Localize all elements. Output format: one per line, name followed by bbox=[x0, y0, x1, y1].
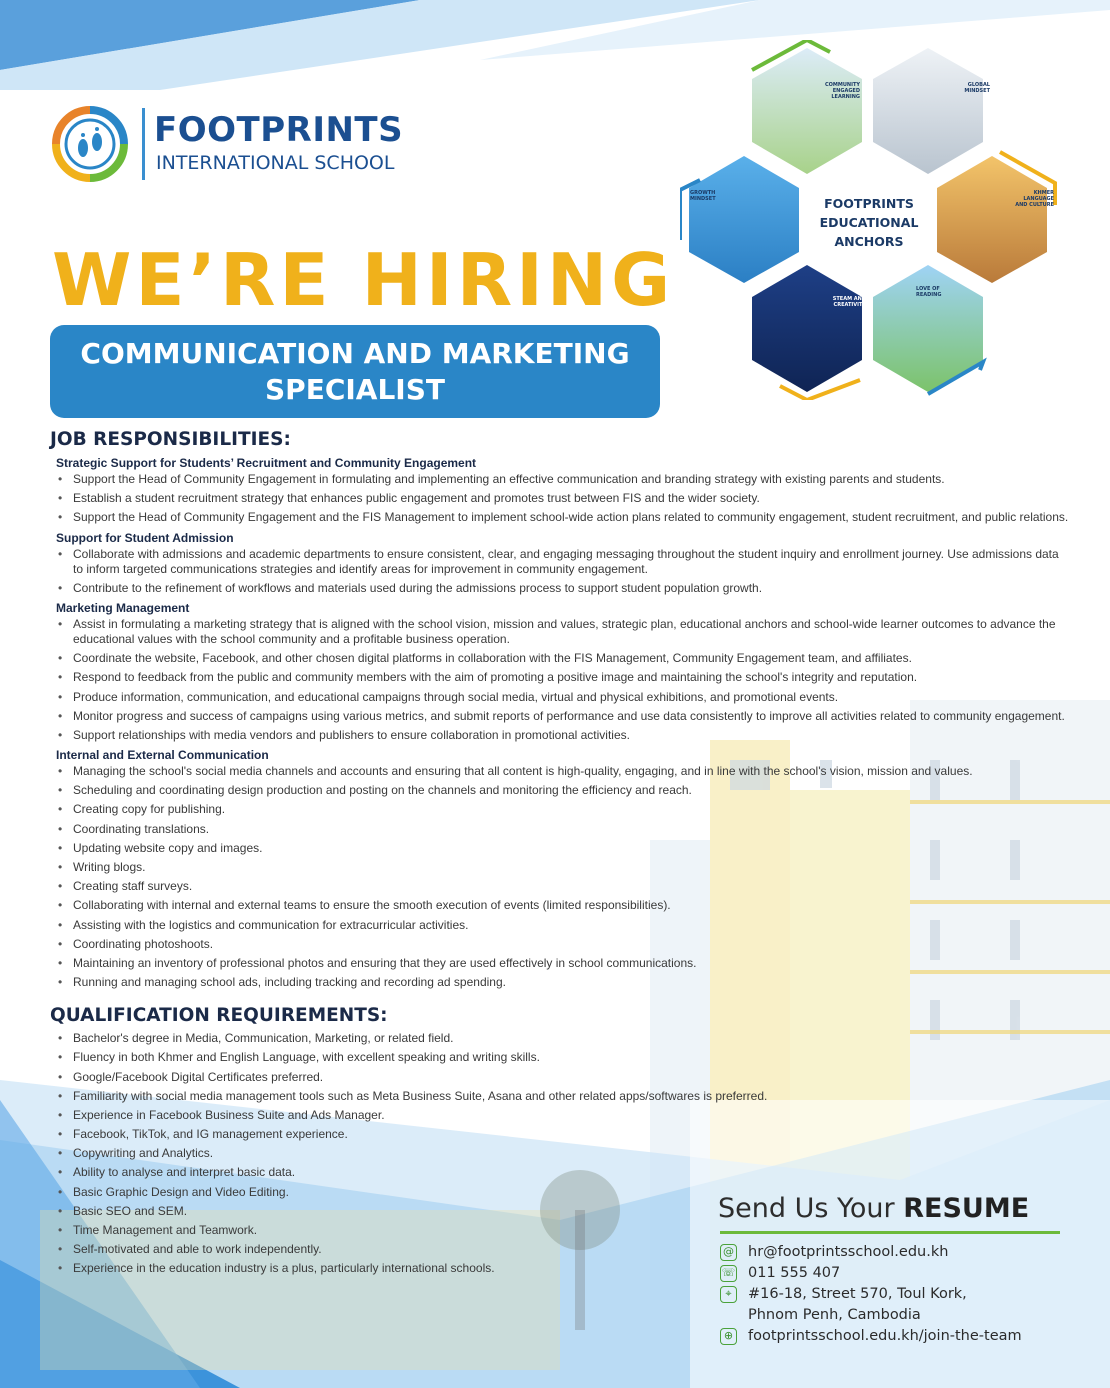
list-item: • Maintaining an inventory of professional photos and ensuring that they are used effectively in school communications. bbox=[56, 956, 1070, 971]
list-item: • Collaborate with admissions and academic departments to ensure consistent, clear, and engaging messaging throughout the student inquiry and enrollment journey. Use admissions data to inform targeted communications strategies and identify areas for improvement in community engagement. bbox=[56, 547, 1070, 577]
anchors-center-title: FOOTPRINTS EDUCATIONAL ANCHORS bbox=[819, 196, 919, 249]
list-item: • Monitor progress and success of campaigns using various metrics, and submit reports of performance and use data consistently to improve all activities related to community engagement. bbox=[56, 709, 1070, 724]
list-item: • Support the Head of Community Engagement and the FIS Management to implement school-wide action plans related to community engagement, student recruitment, and public relations. bbox=[56, 510, 1070, 525]
list-item: • Writing blogs. bbox=[56, 860, 1070, 875]
list-item: • Managing the school's social media channels and accounts and ensuring that all content is high-quality, engaging, and in line with the school's vision, mission and values. bbox=[56, 764, 1070, 779]
school-subtitle: INTERNATIONAL SCHOOL bbox=[156, 152, 395, 174]
location-pin-icon: ⌖ bbox=[720, 1286, 737, 1303]
list-item: • Produce information, communication, and educational campaigns through social media, virtual and physical exhibitions, and promotional events. bbox=[56, 690, 1070, 705]
subhead-admission: Support for Student Admission bbox=[56, 530, 234, 545]
list-item: • Assist in formulating a marketing strategy that is aligned with the school vision, mission and values, strategic plan, educational anchors and school-wide learner outcomes to advance the educational values with the school community and a profitable business operation. bbox=[56, 617, 1070, 647]
list-communication bbox=[56, 764, 1070, 990]
anchor-label-community: COMMUNITY ENGAGED LEARNING bbox=[824, 82, 860, 100]
list-item: • Self-motivated and able to work independently. bbox=[56, 1242, 696, 1257]
anchor-label-reading: LOVE OF READING bbox=[916, 286, 942, 298]
contact-website[interactable] bbox=[718, 1326, 1063, 1347]
job-title-banner bbox=[50, 325, 660, 418]
list-qualifications bbox=[56, 1031, 768, 1276]
anchor-label-steam: STEAM AND CREATIVITY bbox=[832, 296, 866, 308]
list-item: • Coordinate the website, Facebook, and other chosen digital platforms in collaboration with the FIS Management, Community Engagement team, and affiliates. bbox=[56, 651, 1070, 666]
school-name: FOOTPRINTS bbox=[154, 110, 404, 150]
phone-icon: ☏ bbox=[720, 1265, 737, 1282]
address-line-2: Phnom Penh, Cambodia bbox=[748, 1307, 921, 1323]
list-item: • Ability to analyse and interpret basic data. bbox=[56, 1165, 696, 1180]
list-item: • Support relationships with media vendors and publishers to ensure collaboration in promotional activities. bbox=[56, 728, 1070, 743]
list-item: • Updating website copy and images. bbox=[56, 841, 1070, 856]
anchor-label-growth: GROWTH MINDSET bbox=[690, 190, 716, 202]
list-item: • Creating copy for publishing. bbox=[56, 802, 1070, 817]
list-item: • Respond to feedback from the public and community members with the aim of promoting a positive image and maintaining the school's integrity and reputation. bbox=[56, 670, 1070, 685]
list-item: • Basic Graphic Design and Video Editing. bbox=[56, 1185, 696, 1200]
subhead-recruitment: Strategic Support for Students’ Recruitment and Community Engagement bbox=[56, 456, 477, 470]
list-item: • Coordinating translations. bbox=[56, 822, 1070, 837]
list-item: • Fluency in both Khmer and English Language, with excellent speaking and writing skills. bbox=[56, 1050, 696, 1065]
list-item: • Familiarity with social media management tools such as Meta Business Suite, Asana and other related apps/softwares is preferred. bbox=[56, 1089, 1056, 1104]
address-line-1: #16-18, Street 570, Toul Kork, bbox=[748, 1286, 967, 1302]
list-item: • Time Management and Teamwork. bbox=[56, 1223, 696, 1238]
subhead-marketing: Marketing Management bbox=[56, 600, 190, 615]
list-item: • Creating staff surveys. bbox=[56, 879, 1070, 894]
contact-email[interactable] bbox=[718, 1242, 1063, 1263]
list-item: • Copywriting and Analytics. bbox=[56, 1146, 696, 1161]
email-text: hr@footprintsschool.edu.kh bbox=[748, 1244, 949, 1260]
list-item: • Google/Facebook Digital Certificates preferred. bbox=[56, 1070, 696, 1085]
phone-text: 011 555 407 bbox=[748, 1265, 841, 1281]
anchor-label-khmer: KHMER LANGUAGE AND CULTURE bbox=[1015, 190, 1054, 208]
contact-phone[interactable] bbox=[718, 1263, 1063, 1284]
school-logo bbox=[50, 104, 430, 184]
anchor-label-global: GLOBAL MINDSET bbox=[964, 82, 990, 94]
qualifications-title: QUALIFICATION REQUIREMENTS: bbox=[50, 1005, 388, 1027]
list-item: • Basic SEO and SEM. bbox=[56, 1204, 696, 1219]
hiring-headline: WE’RE HIRING bbox=[52, 238, 675, 322]
footprints-logo-icon bbox=[50, 106, 130, 182]
resume-heading: Send Us Your RESUME bbox=[718, 1193, 1030, 1224]
list-item: • Coordinating photoshoots. bbox=[56, 937, 1070, 952]
list-item: • Running and managing school ads, including tracking and recording ad spending. bbox=[56, 975, 1070, 990]
contact-block bbox=[718, 1190, 1063, 1347]
contact-address bbox=[718, 1284, 1063, 1326]
list-item: • Contribute to the refinement of workflows and materials used during the admissions process to support student population growth. bbox=[56, 581, 1070, 596]
job-title-line-1: COMMUNICATION AND MARKETING bbox=[80, 336, 630, 370]
responsibilities-title: JOB RESPONSIBILITIES: bbox=[50, 429, 291, 450]
list-item: • Bachelor's degree in Media, Communication, Marketing, or related field. bbox=[56, 1031, 696, 1046]
website-text: footprintsschool.edu.kh/join-the-team bbox=[748, 1328, 1022, 1344]
list-item: • Support the Head of Community Engagement in formulating and implementing an effective communication and branding strategy with existing parents and students. bbox=[56, 472, 1070, 487]
job-description bbox=[50, 428, 1070, 1281]
list-item: • Experience in Facebook Business Suite and Ads Manager. bbox=[56, 1108, 696, 1123]
list-item: • Collaborating with internal and external teams to ensure the smooth execution of events (limited responsibilities). bbox=[56, 898, 1070, 913]
globe-icon: ⊕ bbox=[720, 1328, 737, 1345]
list-item: • Scheduling and coordinating design production and posting on the channels and monitoring the efficiency and reach. bbox=[56, 783, 1070, 798]
resume-underline bbox=[720, 1231, 1060, 1234]
subhead-communication: Internal and External Communication bbox=[56, 748, 269, 763]
list-item: • Assisting with the logistics and communication for extracurricular activities. bbox=[56, 918, 1070, 933]
list-recruitment bbox=[56, 472, 1070, 525]
educational-anchors-graphic bbox=[680, 40, 1070, 400]
list-admission bbox=[56, 547, 1070, 596]
list-item: • Experience in the education industry is a plus, particularly international schools. bbox=[56, 1261, 696, 1276]
job-title-line-2: SPECIALIST bbox=[265, 372, 445, 406]
list-item: • Facebook, TikTok, and IG management experience. bbox=[56, 1127, 696, 1142]
logo-divider bbox=[142, 108, 145, 180]
list-item: • Establish a student recruitment strategy that enhances public engagement and promotes trust between FIS and the wider society. bbox=[56, 491, 1070, 506]
list-marketing bbox=[56, 617, 1070, 743]
email-icon: @ bbox=[720, 1244, 737, 1261]
